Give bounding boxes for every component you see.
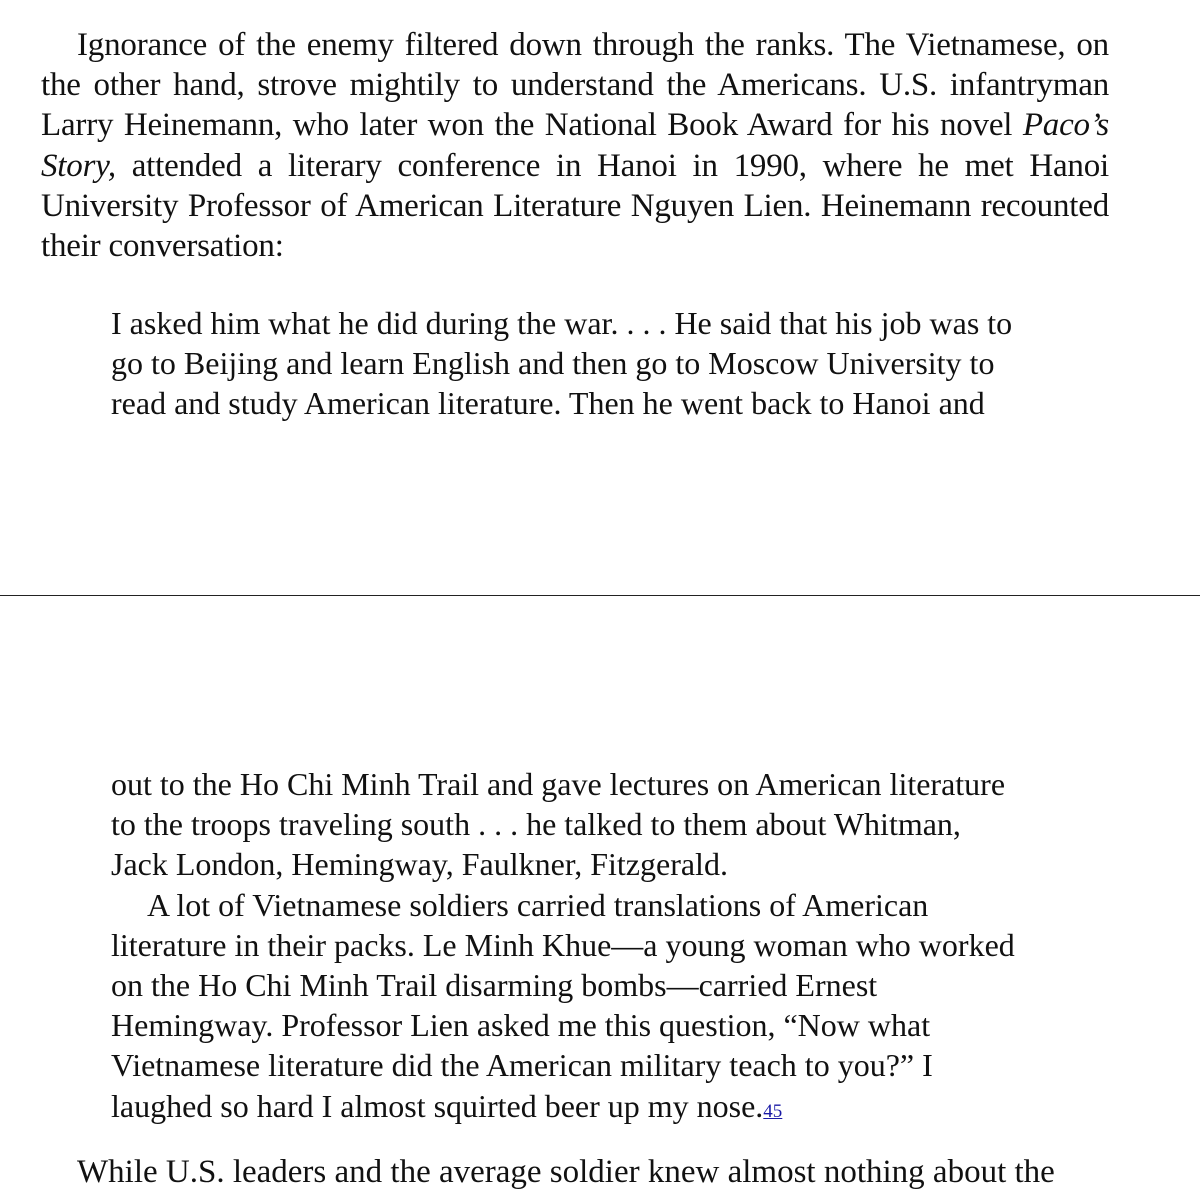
quote-line: Hemingway. Professor Lien asked me this question, “Now what xyxy=(111,1007,931,1044)
footnote-link[interactable]: 45 xyxy=(763,1100,783,1122)
paragraph-text-2: attended a literary conference in Hanoi in 1990, where he met Hanoi University Professor of American Literature Nguyen Lien. Heinemann recounted their conversation: xyxy=(41,147,1109,265)
quote-line: I asked him what he did during the war. . . . He said that his job was to xyxy=(111,305,1013,341)
block-quote-continuation xyxy=(111,764,1121,1132)
quote-line-text: laughed so hard I almost squirted beer up my nose. xyxy=(111,1087,764,1124)
quote-line: literature in their packs. Le Minh Khue—a young woman who worked xyxy=(111,926,1015,963)
quote-line-last xyxy=(111,1086,1121,1132)
quote-line: A lot of Vietnamese soldiers carried translations of American xyxy=(147,886,929,923)
paragraph-text-1: Ignorance of the enemy filtered down through the ranks. The Vietnamese, on the other hand, strove mightily to understand the Americans. U.S. infantryman Larry Heinemann, who later won the National Book Award for his novel xyxy=(41,27,1109,144)
next-paragraph-fragment: While U.S. leaders and the average soldier knew almost nothing about the xyxy=(77,1154,1055,1190)
quote-line: to the troops traveling south . . . he talked to them about Whitman, xyxy=(111,806,961,843)
quote-line: read and study American literature. Then he went back to Hanoi and xyxy=(111,385,985,422)
book-title: Paco’s Story, xyxy=(41,107,1109,184)
quote-line: on the Ho Chi Minh Trail disarming bombs—carried Ernest xyxy=(111,967,878,1004)
quote-line: Vietnamese literature did the American military teach to you?” I xyxy=(111,1047,933,1084)
quote-line: go to Beijing and learn English and then go to Moscow University to xyxy=(111,345,995,382)
page-top xyxy=(0,0,1200,595)
block-quote-start xyxy=(111,303,1111,424)
quote-line: Jack London, Hemingway, Faulkner, Fitzgerald. xyxy=(111,846,728,883)
quote-line: out to the Ho Chi Minh Trail and gave lectures on American literature xyxy=(111,766,1006,802)
body-paragraph xyxy=(41,25,1109,266)
